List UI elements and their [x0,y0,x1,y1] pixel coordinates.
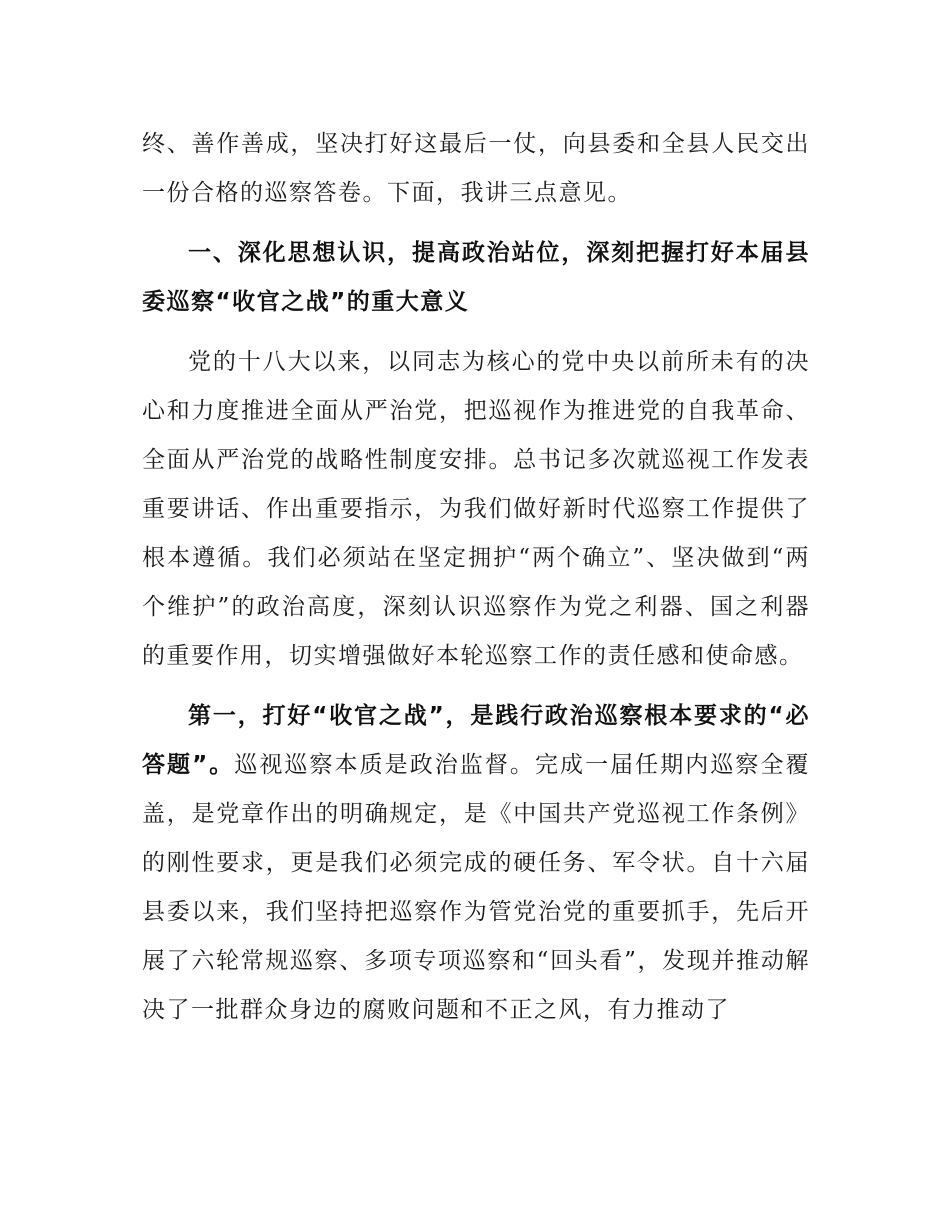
paragraph-3-lead: 第一，打好“收官之战”，是践行政治巡察根本要求的“必答题”。 [142,703,810,778]
document-body [142,120,810,1035]
section-heading-1: 一、深化思想认识，提高政治站位，深刻把握打好本届县委巡察“收官之战”的重大意义 [142,240,810,315]
paragraph-intro: 终、善作善成，坚决打好这最后一仗，向县委和全县人民交出一份合格的巡察答卷。下面，我讲三点意见。 [142,131,810,206]
paragraph-2: 党的十八大以来，以同志为核心的党中央以前所未有的决心和力度推进全面从严治党，把巡视作为推进党的自我革命、全面从严治党的战略性制度安排。总书记多次就巡视工作发表重要讲话、作出重要指示，为我们做好新时代巡察工作提供了根本遵循。我们必须站在坚定拥护“两个确立”、坚决做到“两个维护”的政治高度，深刻认识巡察作为党之利器、国之利器的重要作用，切实增强做好本轮巡察工作的责任感和使命感。 [142,349,810,669]
paragraph-3-body: 巡视巡察本质是政治监督。完成一届任期内巡察全覆盖，是党章作出的明确规定，是《中国共产党巡视工作条例》的刚性要求，更是我们必须完成的硬任务、军令状。自十六届县委以来，我们坚持把巡察作为管党治党的重要抓手，先后开展了六轮常规巡察、多项专项巡察和“回头看”，发现并推动解决了一批群众身边的腐败问题和不正之风，有力推动了 [142,752,810,1023]
paragraph-3 [142,692,810,1035]
